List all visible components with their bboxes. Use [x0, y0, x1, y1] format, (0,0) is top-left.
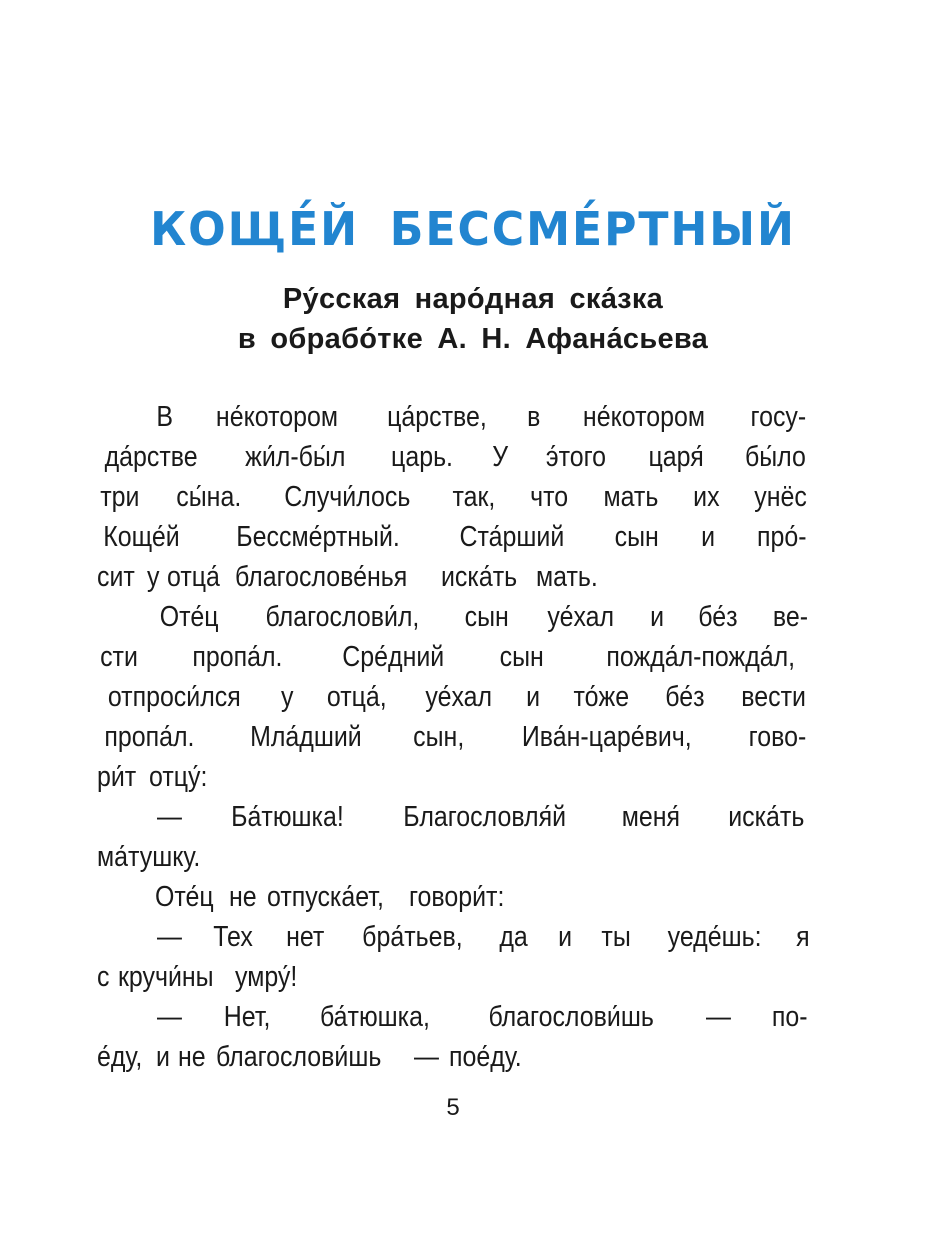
word: царя́ — [648, 441, 704, 473]
word: по- — [772, 1001, 809, 1033]
text-line — [97, 877, 811, 917]
word: Нет, — [224, 1001, 271, 1033]
text-line — [97, 957, 811, 997]
word: про́- — [757, 521, 807, 553]
word: В — [156, 401, 173, 433]
word: умру́! — [234, 961, 298, 993]
word: сын — [614, 521, 659, 553]
word: пропа́л. — [104, 721, 195, 753]
word: уе́хал — [547, 601, 615, 633]
word: отцу́: — [148, 761, 208, 793]
word: жи́л-бы́л — [245, 441, 346, 473]
word: и — [650, 601, 665, 633]
text-line — [97, 597, 811, 637]
word: Оте́ц — [155, 881, 214, 913]
text-line — [97, 917, 811, 957]
word: я — [796, 921, 810, 953]
text-line — [97, 997, 811, 1037]
word: не́котором — [582, 401, 705, 433]
word: пожда́л-пожда́л, — [606, 641, 796, 673]
word: пое́ду. — [449, 1041, 523, 1073]
text-line — [97, 397, 811, 437]
word: э́того — [546, 441, 607, 473]
word: Случи́лось — [284, 481, 411, 513]
text-line — [97, 637, 811, 677]
word: Мла́дший — [249, 721, 362, 753]
text-line — [97, 437, 811, 477]
word: сы́на. — [175, 481, 241, 513]
word: отца́, — [326, 681, 387, 713]
word: госу- — [750, 401, 807, 433]
text-line — [97, 517, 811, 557]
word: в — [527, 401, 541, 433]
word: вести — [740, 681, 806, 713]
word: Оте́ц — [159, 601, 219, 633]
word: Коще́й — [103, 521, 180, 553]
word: то́же — [573, 681, 630, 713]
text-line — [97, 677, 811, 717]
word: — — [157, 921, 182, 953]
page-number: 5 — [446, 1094, 460, 1121]
subtitle-line-2: в обрабо́тке А. Н. Афана́сьева — [237, 323, 709, 355]
word: ма́тушку. — [97, 841, 201, 873]
subtitle-line-1: Ру́сская наро́дная ска́зка — [282, 283, 664, 315]
word: Благословля́й — [403, 801, 567, 833]
word: иска́ть — [728, 801, 805, 833]
text-line — [97, 717, 811, 757]
word: ве- — [772, 601, 809, 633]
word: уе́хал — [425, 681, 492, 713]
word: иска́ть — [441, 561, 518, 593]
word: У — [491, 441, 508, 473]
word: ты — [601, 921, 631, 953]
word: отпроси́лся — [107, 681, 241, 713]
word: не — [177, 1041, 206, 1073]
word: гово- — [748, 721, 807, 753]
word: сит — [97, 561, 135, 593]
word: бе́з — [698, 601, 738, 633]
word: Ба́тюшка! — [230, 801, 344, 833]
word: пропа́л. — [192, 641, 283, 673]
word: ба́тюшка, — [319, 1001, 430, 1033]
word: — — [706, 1001, 732, 1033]
word: и — [155, 1041, 170, 1073]
word: и — [526, 681, 541, 713]
word: так, — [452, 481, 496, 513]
word: кручи́ны — [117, 961, 214, 993]
word: царь. — [391, 441, 454, 473]
word: Бессме́ртный. — [236, 521, 401, 553]
word: говори́т: — [409, 881, 505, 913]
word: благослови́шь — [216, 1041, 382, 1073]
word: нет — [286, 921, 325, 953]
word: ца́рстве, — [387, 401, 487, 433]
word: Тех — [213, 921, 254, 953]
word: что — [529, 481, 568, 513]
word: уеде́шь: — [667, 921, 762, 953]
word: да — [499, 921, 528, 953]
word: мать. — [535, 561, 598, 593]
text-line — [97, 837, 811, 877]
word: сти — [100, 641, 138, 673]
text-line — [97, 557, 811, 597]
word: у — [146, 561, 160, 593]
word: бы́ло — [745, 441, 806, 473]
word: и — [700, 521, 715, 553]
word: сын — [499, 641, 544, 673]
word: сын — [464, 601, 509, 633]
word: — — [414, 1041, 440, 1073]
word: благослови́л, — [265, 601, 420, 633]
word: три — [100, 481, 140, 513]
word: бра́тьев, — [361, 921, 463, 953]
word: не — [229, 881, 257, 913]
word: у — [280, 681, 294, 713]
word: бе́з — [665, 681, 705, 713]
word: ри́т — [97, 761, 137, 793]
text-line — [97, 757, 811, 797]
word: благослове́нья — [235, 561, 408, 593]
word: — — [157, 1001, 182, 1033]
word: да́рстве — [104, 441, 198, 473]
word: меня́ — [621, 801, 681, 833]
word: унёс — [754, 481, 807, 513]
word: Ива́н-царе́вич, — [521, 721, 692, 753]
word: Ста́рший — [459, 521, 565, 553]
text-line — [97, 797, 811, 837]
word: — — [157, 801, 182, 833]
word: Сре́дний — [341, 641, 444, 673]
word: мать — [603, 481, 659, 513]
word: отпуска́ет, — [267, 881, 385, 913]
word: благослови́шь — [488, 1001, 655, 1033]
word: отца́ — [167, 561, 221, 593]
word: сын, — [413, 721, 465, 753]
word: с — [97, 961, 110, 993]
word: и — [557, 921, 572, 953]
story-title: КОЩЕ́Й БЕССМЕ́РТНЫЙ — [150, 202, 796, 256]
word: е́ду, — [97, 1041, 143, 1073]
text-line — [97, 477, 811, 517]
text-line — [97, 1037, 811, 1077]
word: не́котором — [215, 401, 338, 433]
word: их — [693, 481, 720, 513]
story-body — [97, 397, 811, 1077]
